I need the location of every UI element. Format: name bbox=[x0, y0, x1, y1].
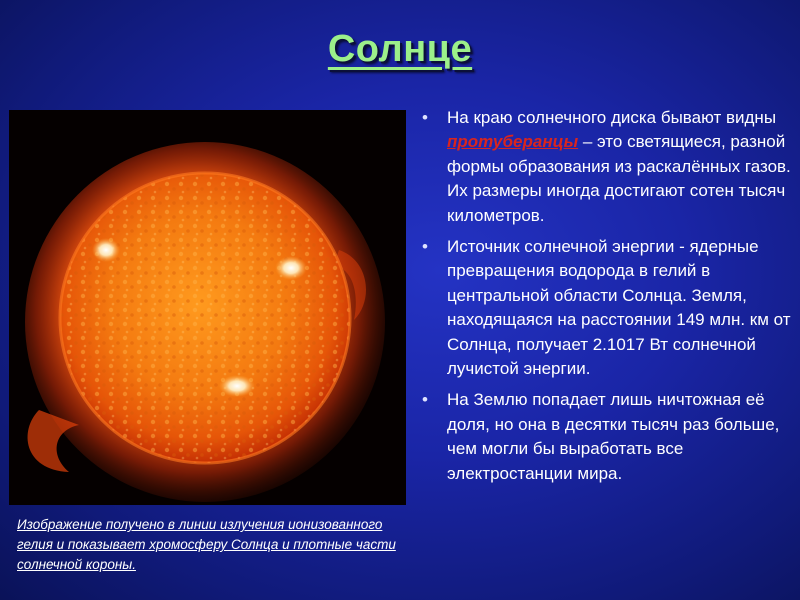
bullet-list bbox=[420, 106, 796, 493]
bullet-item-prominences bbox=[420, 106, 796, 228]
bullet-icon: • bbox=[422, 237, 428, 257]
bullet-item-earth-share bbox=[420, 388, 796, 486]
prominences-link[interactable]: протуберанцы bbox=[447, 132, 579, 152]
bullet-item-energy-source bbox=[420, 235, 796, 381]
bullet-text: На Землю попадает лишь ничтожная её доля, но она в десятки тысяч раз больше, чем могли бы выработать все электростанции мира. bbox=[447, 390, 780, 483]
bullet-text-end: – это светящиеся, разной формы образования из раскалённых газов. Их размеры иногда достигают сотен тысяч километров. bbox=[447, 132, 791, 225]
sun-photo bbox=[9, 110, 406, 505]
bullet-icon: • bbox=[422, 108, 428, 127]
bullet-icon: • bbox=[422, 390, 428, 410]
bullet-text-start: На краю солнечного диска бывают видны bbox=[447, 108, 777, 127]
sun-image bbox=[9, 110, 406, 505]
slide-title: Солнце bbox=[327, 28, 473, 70]
bullet-text: Источник солнечной энергии - ядерные превращения водорода в гелий в центральной области Солнца. Земля, находящаяся на расстоянии 149 млн. км от Солнца, получает 2.1017 Вт солнечной лучистой энергии. bbox=[447, 237, 791, 379]
image-caption: Изображение получено в линии излучения ионизованного гелия и показывает хромосферу Солнца и плотные части солнечной короны. bbox=[17, 517, 396, 572]
